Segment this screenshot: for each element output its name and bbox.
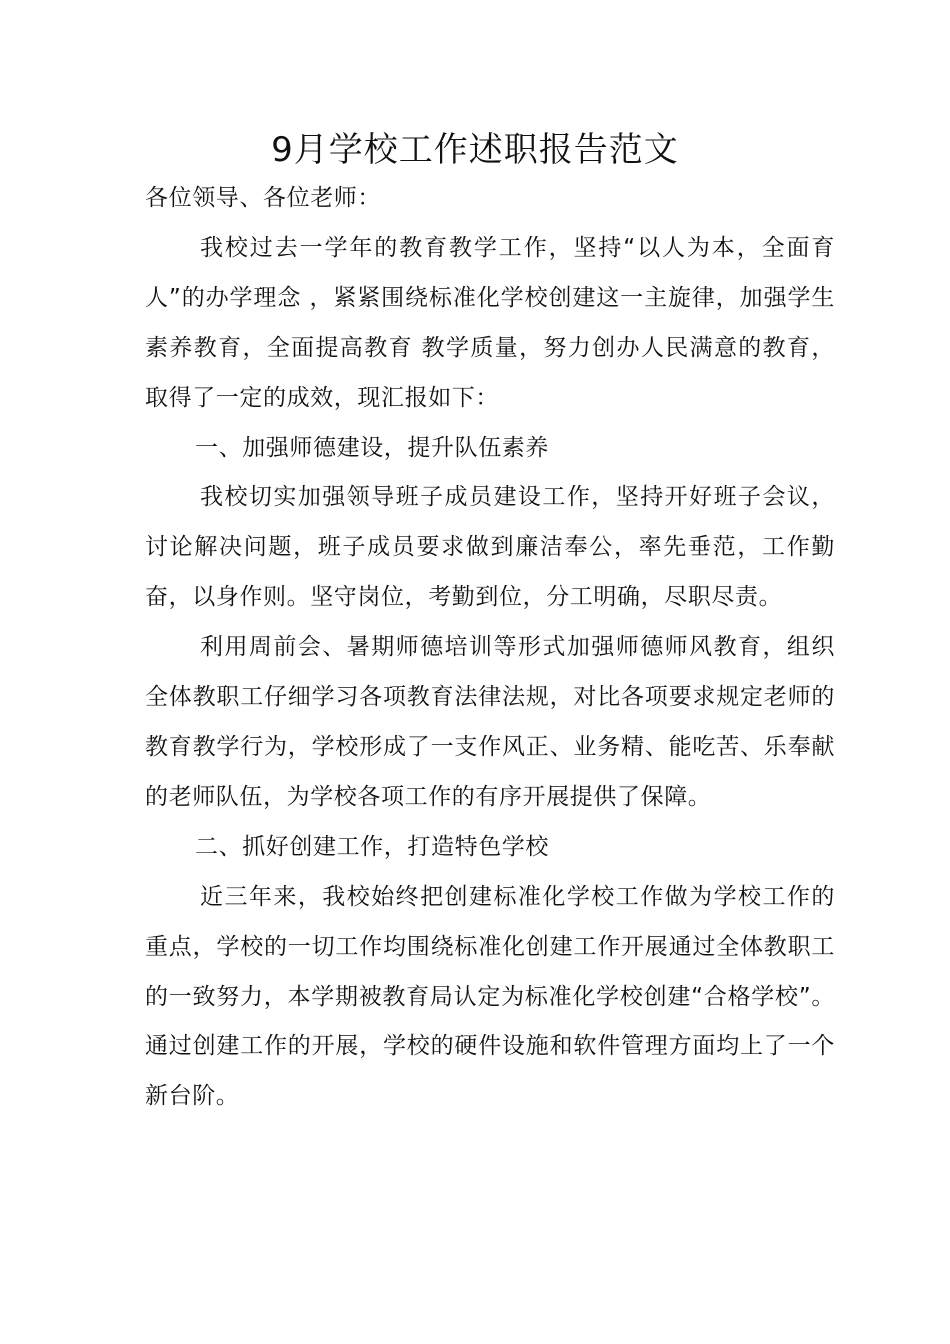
salutation: 各位领导、各位老师： [145,185,381,211]
body-paragraph: 利用周前会、暑期师德培训等形式加强师德师风教育，组织全体教职工仔细学习各项教育法律法规，对比各项要求规定老师的教育教学行为，学校形成了一支作风正、业务精、能吃苦、乐奉献的老师队伍，为学校各项工作的有序开展提供了保障。 [145,634,835,810]
body-paragraph: 近三年来，我校始终把创建标准化学校工作做为学校工作的重点，学校的一切工作均围绕标准化创建工作开展通过全体教职工的一致努力，本学期被教育局认定为标准化学校创建“合格学校”。通过创建工作的开展，学校的硬件设施和软件管理方面均上了一个新台阶。 [145,883,835,1110]
section-heading-2: 二、抓好创建工作，打造特色学校 [195,833,549,860]
document-title: 9月学校工作述职报告范文 [271,130,679,170]
document-body [145,174,835,1122]
section-heading-1: 一、加强师德建设，提升队伍素养 [195,434,549,461]
body-paragraph: 我校切实加强领导班子成员建设工作，坚持开好班子会议，讨论解决问题，班子成员要求做到廉洁奉公，率先垂范，工作勤奋，以身作则。坚守岗位，考勤到位，分工明确，尽职尽责。 [145,484,835,611]
intro-paragraph: 我校过去一学年的教育教学工作，坚持“以人为本，全面育人”的办学理念 ，紧紧围绕标准化学校创建这一主旋律，加强学生素养教育，全面提高教育 教学质量，努力创办人民满意的教育，取得了一定的成效，现汇报如下： [145,234,835,411]
